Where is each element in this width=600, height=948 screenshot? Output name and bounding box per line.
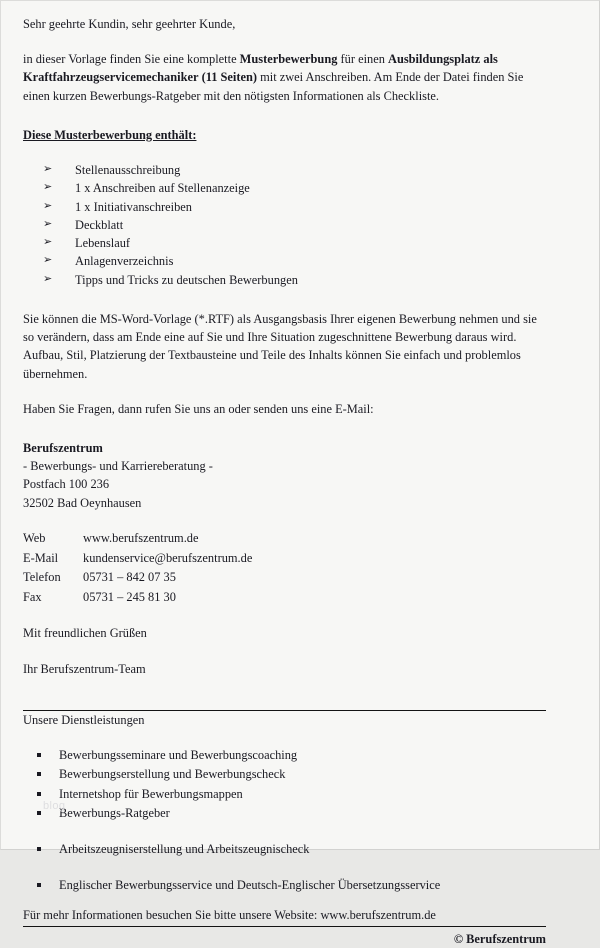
list-item-label: Internetshop für Bewerbungsmappen bbox=[59, 786, 243, 801]
intro-text-part1: in dieser Vorlage finden Sie eine komplette bbox=[23, 52, 240, 67]
contact-label-web: Web bbox=[23, 530, 46, 545]
list-item-label: Englischer Bewerbungsservice und Deutsch-Englischer Übersetzungsservice bbox=[59, 878, 441, 893]
list-item bbox=[23, 765, 545, 784]
signature-line: Ihr Berufszentrum-Team bbox=[23, 661, 146, 676]
intro-text-part2: für einen bbox=[337, 52, 388, 67]
spacer bbox=[23, 607, 545, 624]
intro-paragraph bbox=[23, 50, 545, 105]
list-item bbox=[43, 252, 545, 270]
list-item-label: 1 x Anschreiben auf Stellenanzeige bbox=[75, 181, 250, 196]
company-name: Berufszentrum bbox=[23, 440, 103, 455]
spacer bbox=[23, 895, 545, 906]
contact-label-email: E-Mail bbox=[23, 550, 59, 565]
spacer bbox=[23, 33, 545, 50]
arrow-bullet-icon: ➢ bbox=[43, 198, 53, 212]
spacer bbox=[23, 289, 545, 310]
spacer bbox=[23, 643, 545, 660]
salutation: Sehr geehrte Kundin, sehr geehrter Kunde, bbox=[23, 17, 236, 31]
services-list bbox=[23, 746, 545, 895]
list-item bbox=[43, 234, 545, 252]
spacer bbox=[23, 383, 545, 400]
list-item-label: Deckblatt bbox=[75, 217, 124, 232]
table-row bbox=[23, 549, 252, 569]
spacer bbox=[23, 699, 545, 710]
contents-heading-wrap bbox=[23, 126, 545, 144]
table-row bbox=[23, 529, 252, 549]
intro-bold-seitenzahl: (11 Seiten) bbox=[201, 70, 258, 85]
contact-table bbox=[23, 529, 252, 607]
contact-value-email: kundenservice@berufszentrum.de bbox=[83, 550, 253, 565]
arrow-bullet-icon: ➢ bbox=[43, 253, 53, 267]
arrow-bullet-icon: ➢ bbox=[43, 235, 53, 249]
footer-website-line: Für mehr Informationen besuchen Sie bitte unsere Website: www.berufszentrum.de bbox=[23, 908, 436, 923]
square-bullet-icon bbox=[37, 811, 41, 815]
arrow-bullet-icon: ➢ bbox=[43, 162, 53, 176]
list-item bbox=[23, 785, 545, 804]
contact-label-fax: Fax bbox=[23, 589, 42, 604]
square-bullet-icon bbox=[37, 792, 41, 796]
contact-label-telefon: Telefon bbox=[23, 570, 61, 585]
footer-divider bbox=[23, 926, 546, 927]
contact-value-telefon: 05731 – 842 07 35 bbox=[83, 570, 176, 585]
list-item bbox=[43, 216, 545, 234]
spacer bbox=[23, 418, 545, 439]
table-row bbox=[23, 588, 252, 608]
intro-bold-ausbildungsplatz: Ausbildungsplatz als Kraftfahrzeugservicemechaniker bbox=[23, 52, 498, 85]
list-item-label: Bewerbungserstellung und Bewerbungscheck bbox=[59, 767, 286, 782]
spacer bbox=[23, 678, 545, 699]
company-postbox: Postfach 100 236 bbox=[23, 477, 110, 492]
list-item bbox=[43, 198, 545, 216]
arrow-bullet-icon: ➢ bbox=[43, 216, 53, 230]
arrow-bullet-icon: ➢ bbox=[43, 180, 53, 194]
list-item-label: Stellenausschreibung bbox=[75, 163, 181, 178]
square-bullet-icon bbox=[37, 753, 41, 757]
services-heading: Unsere Dienstleistungen bbox=[23, 712, 145, 727]
list-item bbox=[23, 804, 545, 823]
blog-watermark: blog bbox=[43, 800, 66, 812]
intro-text-part4: mit zwei Anschreiben. Am Ende der Datei finden Sie einen kurzen Bewerbungs-Ratgeber mit den nötigsten Informationen als Checkliste. bbox=[23, 70, 524, 103]
square-bullet-icon bbox=[37, 772, 41, 776]
list-item-label: Anlagenverzeichnis bbox=[75, 254, 174, 269]
contents-heading: Diese Musterbewerbung enthält: bbox=[23, 127, 197, 142]
spacer bbox=[23, 105, 545, 126]
table-row bbox=[23, 568, 252, 588]
contact-value-fax: 05731 – 245 81 30 bbox=[83, 589, 176, 604]
list-item-label: Arbeitszeugniserstellung und Arbeitszeugnischeck bbox=[59, 841, 310, 856]
spacer bbox=[23, 729, 545, 746]
list-item bbox=[23, 746, 545, 765]
list-item bbox=[43, 161, 545, 179]
list-item-label: Bewerbungsseminare und Bewerbungscoaching bbox=[59, 748, 298, 763]
contents-list bbox=[23, 161, 545, 289]
usage-paragraph: Sie können die MS-Word-Vorlage (*.RTF) als Ausgangsbasis Ihrer eigenen Bewerbung nehmen und sie so verändern, dass am Ende eine auf Sie und Ihre Situation zugeschnittene Bewerbung daraus wird. Aufbau, Stil, Platzierung der Textbausteine und Teile des Inhalts können Sie einfach und problemlos übernehmen. bbox=[23, 311, 537, 381]
list-item-label: Tipps und Tricks zu deutschen Bewerbungen bbox=[75, 272, 298, 287]
list-item bbox=[23, 876, 545, 895]
square-bullet-icon bbox=[37, 883, 41, 887]
company-city: 32502 Bad Oeynhausen bbox=[23, 495, 142, 510]
square-bullet-icon bbox=[37, 847, 41, 851]
contact-value-web: www.berufszentrum.de bbox=[83, 530, 199, 545]
questions-line: Haben Sie Fragen, dann rufen Sie uns an oder senden uns eine E-Mail: bbox=[23, 401, 374, 416]
spacer bbox=[23, 512, 545, 529]
arrow-bullet-icon: ➢ bbox=[43, 271, 53, 285]
list-item-label: Bewerbungs-Ratgeber bbox=[59, 805, 170, 820]
list-item-label: 1 x Initiativanschreiben bbox=[75, 199, 192, 214]
copyright-notice: © Berufszentrum bbox=[453, 931, 546, 946]
company-subtitle: - Bewerbungs- und Karriereberatung - bbox=[23, 459, 213, 474]
list-item bbox=[43, 179, 545, 197]
list-item bbox=[43, 271, 545, 289]
intro-bold-musterbewerbung: Musterbewerbung bbox=[239, 52, 338, 67]
list-item-label: Lebenslauf bbox=[75, 236, 131, 251]
spacer bbox=[23, 144, 545, 161]
closing-greeting: Mit freundlichen Grüßen bbox=[23, 626, 147, 641]
